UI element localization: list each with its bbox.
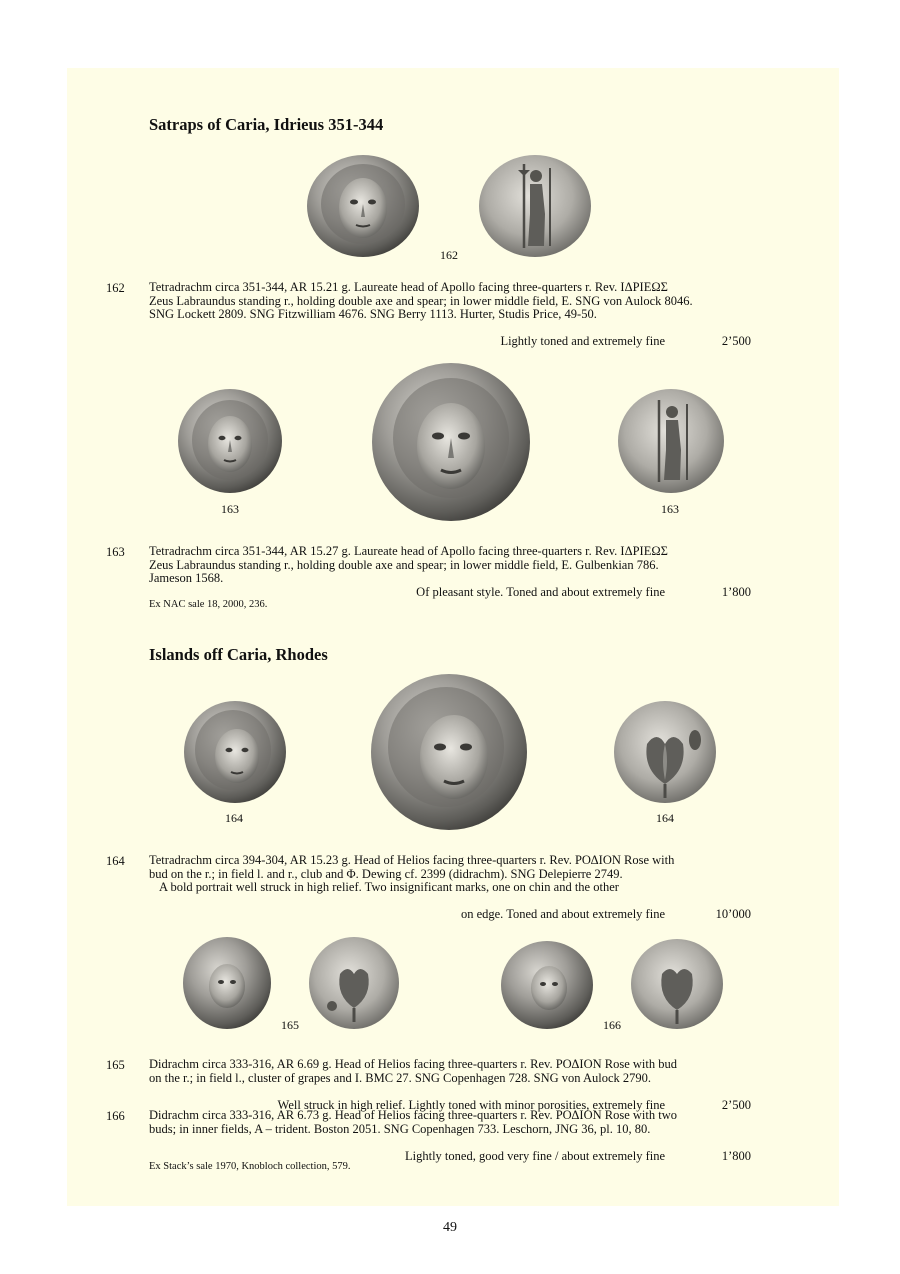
estimate-price: 1’800 — [721, 1148, 751, 1163]
coin-164-enlarged-image — [370, 673, 528, 831]
coin-163-reverse-image — [617, 388, 725, 494]
condition-text: Lightly toned and extremely fine — [500, 334, 665, 348]
coin-162-reverse-image — [478, 154, 592, 258]
lot-number: 165 — [106, 1058, 125, 1072]
estimate-price: 2’500 — [721, 1097, 751, 1112]
lot-number: 166 — [106, 1109, 125, 1123]
section-title-satraps: Satraps of Caria, Idrieus 351-344 — [149, 115, 384, 134]
estimate-price: 10’000 — [715, 907, 751, 921]
estimate-price: 2’500 — [721, 334, 751, 348]
coin-166-obverse-image — [500, 940, 594, 1030]
provenance-note: Ex Stack’s sale 1970, Knobloch collection, 579. — [149, 1161, 351, 1172]
coin-165-obverse-image — [182, 936, 272, 1030]
coin-164-obverse-image — [183, 700, 287, 804]
lot-description — [149, 281, 751, 362]
description-line: on the r.; in field l., cluster of grapes and I. BMC 27. SNG Copenhagen 728. SNG von Aulock 2790. — [149, 1070, 652, 1085]
estimate-price: 1’800 — [721, 584, 751, 599]
description-line: Zeus Labraundus standing r., holding double axe and spear; in lower middle field, E. SNG von Aulock 8046. — [149, 293, 693, 308]
description-line: bud on the r.; in field l. and r., club and Φ. Dewing cf. 2399 (didrachm). SNG Delepierre 2749. — [149, 866, 623, 881]
condition-text: Well struck in high relief. Lightly toned with minor porosities, extremely fine — [277, 1097, 665, 1112]
page-number: 49 — [443, 1220, 457, 1235]
coin-165-reverse-image — [308, 936, 400, 1030]
condition-text: Of pleasant style. Toned and about extremely fine — [416, 584, 665, 599]
description-line: Didrachm circa 333-316, AR 6.69 g. Head of Helios facing three-quarters r. Rev. ΡΟΔΙΟΝ Rose with bud — [149, 1057, 677, 1071]
coin-163-enlarged-image — [371, 362, 531, 522]
catalogue-panel — [67, 68, 839, 1206]
description-line: Didrachm circa 333-316, AR 6.73 g. Head of Helios facing three-quarters r. Rev. ΡΟΔΙΟΝ Rose with two — [149, 1108, 677, 1122]
figure-label-165: 165 — [281, 1018, 299, 1032]
description-line: Jameson 1568. — [149, 571, 224, 585]
condition-text: on edge. Toned and about extremely fine — [460, 907, 665, 921]
section-title-rhodes: Islands off Caria, Rhodes — [149, 645, 328, 664]
figure-label-166: 166 — [603, 1018, 621, 1032]
lot-number: 163 — [106, 545, 125, 559]
description-line: buds; in inner fields, A – trident. Boston 2051. SNG Copenhagen 733. Leschorn, JNG 36, pl. 10, 80. — [149, 1121, 651, 1136]
coin-166-reverse-image — [630, 938, 724, 1030]
coin-163-obverse-image — [177, 388, 283, 494]
lot-description — [149, 854, 751, 935]
figure-label-164-left: 164 — [225, 811, 243, 825]
lot-description — [149, 544, 751, 599]
lot-number: 162 — [106, 281, 125, 295]
description-line: Zeus Labraundus standing r., holding double axe and spear; in lower middle field, E. Gulbenkian 786. — [149, 557, 659, 572]
description-line: Tetradrachm circa 351-344, AR 15.21 g. Laureate head of Apollo facing three-quarters r. Rev. ΙΔΡΙΕΩΣ — [149, 280, 668, 294]
provenance-note: Ex NAC sale 18, 2000, 236. — [149, 599, 268, 610]
coin-162-obverse-image — [306, 154, 420, 258]
lot-number: 164 — [106, 854, 125, 868]
figure-label-164-right: 164 — [656, 811, 674, 825]
condition-text: Lightly toned, good very fine / about extremely fine — [405, 1148, 665, 1163]
figure-label-162: 162 — [440, 248, 458, 262]
figure-label-163-left: 163 — [221, 502, 239, 516]
description-line: Tetradrachm circa 394-304, AR 15.23 g. Head of Helios facing three-quarters r. Rev. ΡΟΔΙΟΝ Rose with — [149, 853, 675, 867]
coin-164-reverse-image — [613, 700, 717, 804]
remark-line: A bold portrait well struck in high relief. Two insignificant marks, one on chin and the other — [159, 880, 619, 894]
description-line: SNG Lockett 2809. SNG Fitzwilliam 4676. SNG Berry 1113. Hurter, Studis Price, 49-50. — [149, 307, 597, 321]
figure-label-163-right: 163 — [661, 502, 679, 516]
description-line: Tetradrachm circa 351-344, AR 15.27 g. Laureate head of Apollo facing three-quarters r. Rev. ΙΔΡΙΕΩΣ — [149, 544, 668, 558]
